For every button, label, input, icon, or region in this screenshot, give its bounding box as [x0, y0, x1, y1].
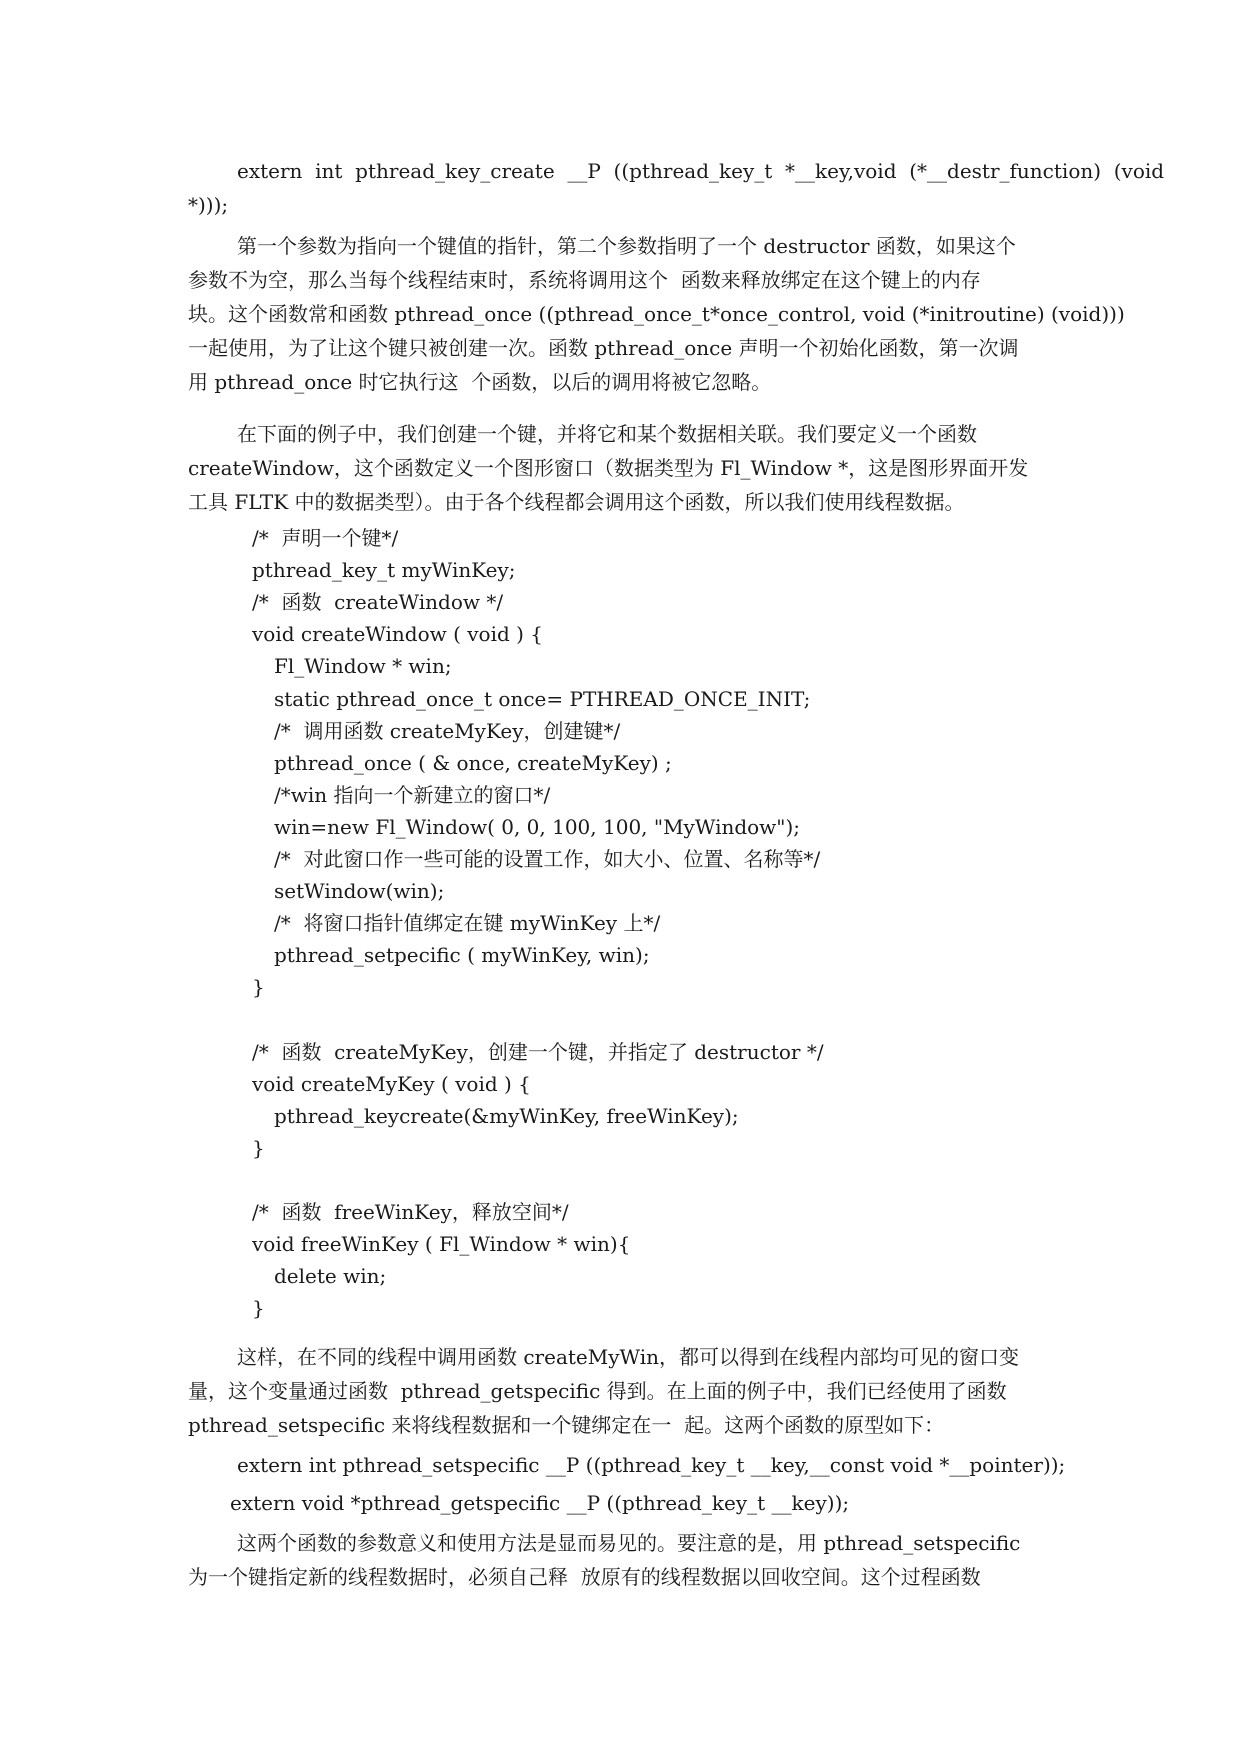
text-line: 一起使用，为了让这个键只被创建一次。函数 pthread_once 声明一个初始化函数，第一次调 [188, 336, 1019, 360]
text-line: createWindow，这个函数定义一个图形窗口（数据类型为 Fl_Window *，这是图形界面开发 [188, 456, 1029, 480]
code-line: static pthread_once_t once= PTHREAD_ONCE_INIT; [274, 687, 811, 711]
text-line: 块。这个函数常和函数 pthread_once ((pthread_once_t*once_control, void (*initroutine) (void))) [188, 302, 1125, 326]
code-line: /* 声明一个键*/ [252, 526, 399, 550]
code-line: /*win 指向一个新建立的窗口*/ [274, 783, 551, 807]
code-line: void freeWinKey ( Fl_Window * win){ [252, 1232, 631, 1256]
code-line: pthread_setpecific ( myWinKey, win); [274, 943, 650, 967]
code-line: Fl_Window * win; [274, 654, 452, 678]
text-line: 用 pthread_once 时它执行这 个函数，以后的调用将被它忽略。 [188, 370, 772, 394]
text-line: 为一个键指定新的线程数据时，必须自己释 放原有的线程数据以回收空间。这个过程函数 [188, 1565, 981, 1589]
code-line: /* 对此窗口作一些可能的设置工作，如大小、位置、名称等*/ [274, 847, 821, 871]
code-line: /* 函数 freeWinKey，释放空间*/ [252, 1200, 569, 1224]
code-line: setWindow(win); [274, 879, 445, 903]
text-line: extern int pthread_key_create __P ((pthread_key_t *__key,void (*__destr_function) (void [237, 159, 1165, 183]
declaration-line: extern int pthread_setspecific __P ((pthread_key_t __key,__const void *__pointer)); [237, 1453, 1066, 1477]
code-line: pthread_key_t myWinKey; [252, 558, 516, 582]
code-line: pthread_once ( & once, createMyKey) ; [274, 751, 672, 775]
code-line: void createWindow ( void ) { [252, 622, 544, 646]
declaration-line: extern void *pthread_getspecific __P ((pthread_key_t __key)); [230, 1491, 850, 1515]
code-line: /* 将窗口指针值绑定在键 myWinKey 上*/ [274, 911, 661, 935]
text-line: pthread_setspecific 来将线程数据和一个键绑定在一 起。这两个函数的原型如下： [188, 1413, 945, 1437]
text-line: *))); [188, 193, 229, 217]
text-line: 第一个参数为指向一个键值的指针，第二个参数指明了一个 destructor 函数，如果这个 [237, 234, 1016, 258]
text-line: 这两个函数的参数意义和使用方法是显而易见的。要注意的是，用 pthread_setspecific [237, 1531, 1021, 1555]
text-line: 这样，在不同的线程中调用函数 createMyWin，都可以得到在线程内部均可见的窗口变 [237, 1345, 1020, 1369]
code-line: win=new Fl_Window( 0, 0, 100, 100, "MyWindow"); [274, 815, 801, 839]
code-line: /* 函数 createWindow */ [252, 590, 504, 614]
code-line: void createMyKey ( void ) { [252, 1072, 531, 1096]
code-line: } [252, 975, 265, 999]
text-line: 参数不为空，那么当每个线程结束时，系统将调用这个 函数来释放绑定在这个键上的内存 [188, 268, 981, 292]
code-line: } [252, 1136, 265, 1160]
text-line: 在下面的例子中，我们创建一个键，并将它和某个数据相关联。我们要定义一个函数 [237, 422, 977, 446]
code-line: } [252, 1296, 265, 1320]
code-line: delete win; [274, 1264, 387, 1288]
code-line: /* 函数 createMyKey，创建一个键，并指定了 destructor */ [252, 1040, 824, 1064]
text-line: 量，这个变量通过函数 pthread_getspecific 得到。在上面的例子中，我们已经使用了函数 [188, 1379, 1007, 1403]
code-line: /* 调用函数 createMyKey，创建键*/ [274, 719, 621, 743]
code-line: pthread_keycreate(&myWinKey, freeWinKey); [274, 1104, 739, 1128]
text-line: 工具 FLTK 中的数据类型）。由于各个线程都会调用这个函数，所以我们使用线程数据。 [188, 490, 965, 514]
